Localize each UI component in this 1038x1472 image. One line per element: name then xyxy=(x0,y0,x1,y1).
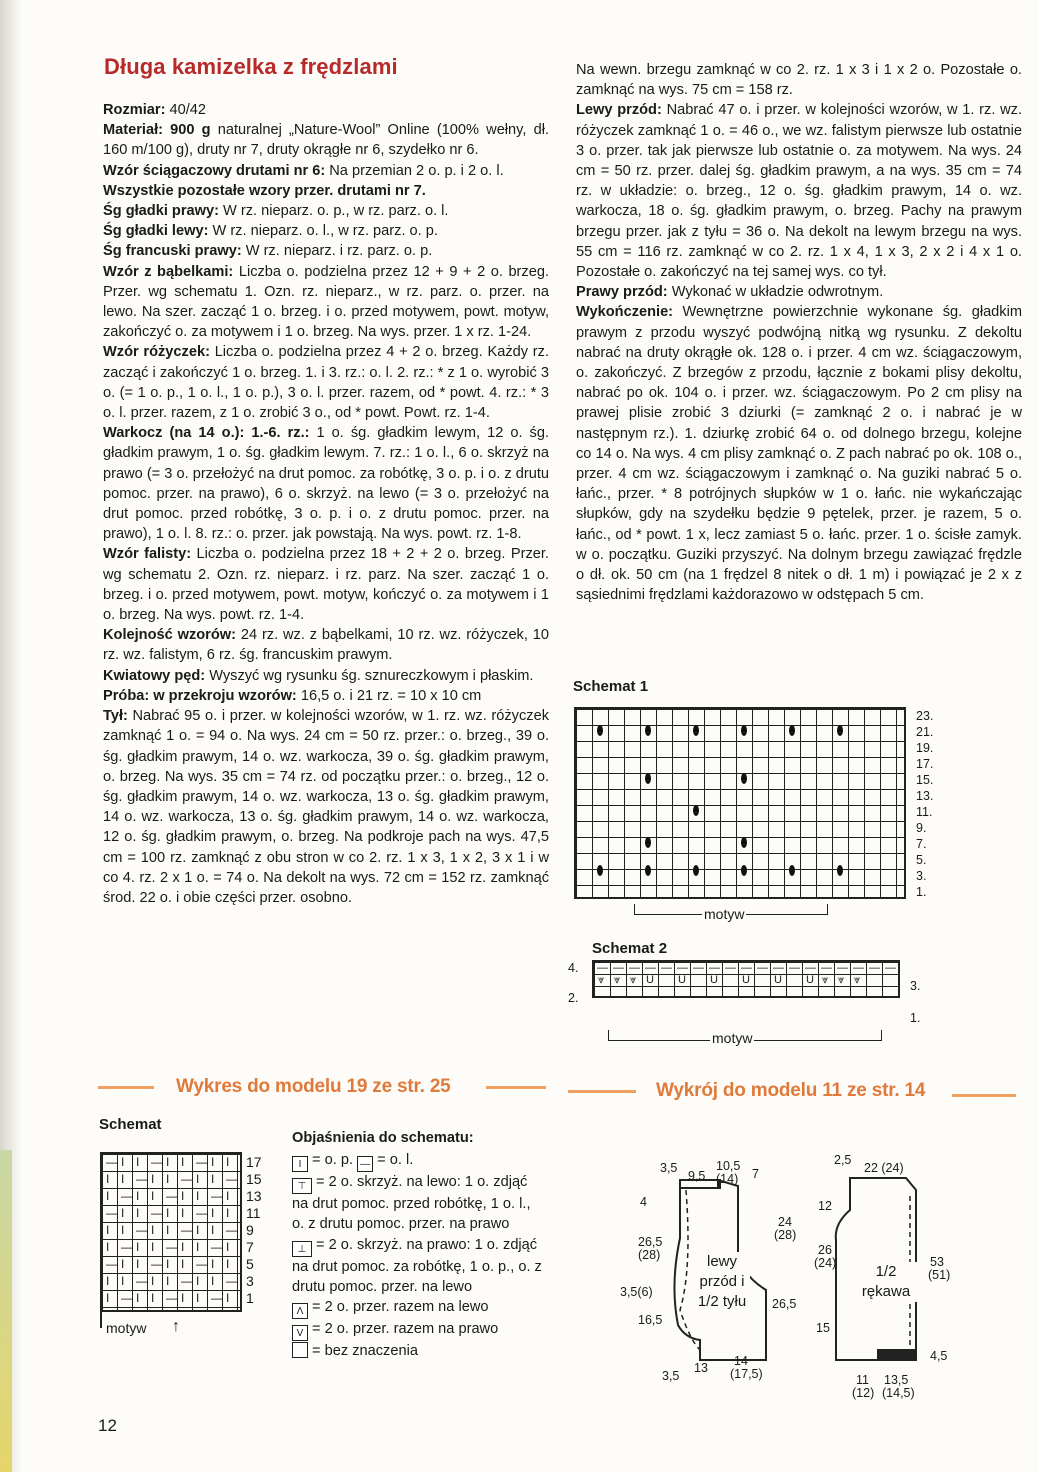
pattern-dimension: 26,5 xyxy=(638,1235,663,1249)
stitch-symbol: — xyxy=(106,1257,118,1271)
paragraph-text: Na przemian 2 o. p. i 2 o. l. xyxy=(325,162,504,179)
stitch-symbol: — xyxy=(821,962,832,974)
paragraph xyxy=(576,302,1022,605)
stitch-symbol: — xyxy=(677,962,688,974)
stitch-symbol: — xyxy=(725,962,736,974)
stitch-symbol: I xyxy=(151,1189,155,1203)
stitch-symbol: U xyxy=(710,974,718,986)
stitch-symbol: — xyxy=(136,1223,148,1237)
pattern-dimension: 15 xyxy=(816,1321,830,1335)
bobble-mark xyxy=(693,805,699,816)
stitch-symbol: I xyxy=(181,1291,185,1305)
paragraph xyxy=(103,666,549,686)
stitch-symbol: I xyxy=(121,1223,125,1237)
pattern-front-label: lewy przód i 1/2 tyłu xyxy=(694,1252,750,1312)
stitch-symbol: ⩔ xyxy=(630,974,637,986)
stitch-symbol: — xyxy=(885,962,896,974)
stitch-symbol: — xyxy=(789,962,800,974)
section-title-left: Wykres do modelu 19 ze str. 25 xyxy=(176,1076,451,1097)
paragraph-text: Liczba o. podzielna przez 18 + 2 + 2 o. brzeg. Przer. wg schematu 2. Ozn. rz. nieparz. i rz. parz. Na szer. zacząć 1 o. brzeg. i o. przed motywem, powt. motyw, kończyć o. za motywem i 1 o. brzeg. Na wys. powt. rz. 1-4. xyxy=(103,546,549,624)
stitch-symbol: I xyxy=(106,1274,110,1288)
stitch-symbol: — xyxy=(757,962,768,974)
stitch-symbol: I xyxy=(136,1240,140,1254)
legend-item: ⊤ = 2 o. skrzyż. na lewo: 1 o. zdjąć na drut pomoc. przed robótkę, 1 o. l., o. z drutu pomoc. przer. na prawo xyxy=(292,1174,531,1233)
stitch-symbol: I xyxy=(211,1223,215,1237)
stitch-symbol: I xyxy=(121,1155,125,1169)
stitch-symbol: I xyxy=(151,1240,155,1254)
stitch-symbol: I xyxy=(211,1155,215,1169)
schemat3-row-number: 1 xyxy=(246,1290,254,1306)
schemat3-row-number: 7 xyxy=(246,1239,254,1255)
stitch-symbol: — xyxy=(629,962,640,974)
stitch-symbol: — xyxy=(181,1172,193,1186)
stitch-symbol: I xyxy=(136,1206,140,1220)
stitch-symbol: — xyxy=(645,962,656,974)
paragraph-label: Kolejność wzorów: xyxy=(103,627,236,644)
stitch-symbol: — xyxy=(196,1206,208,1220)
stitch-symbol: — xyxy=(226,1223,238,1237)
stitch-symbol: I xyxy=(181,1257,185,1271)
stitch-symbol: I xyxy=(196,1274,200,1288)
pattern-dimension: 12 xyxy=(818,1199,832,1213)
pattern-dimension: (12) xyxy=(852,1386,875,1400)
stitch-symbol: I xyxy=(106,1291,110,1305)
stitch-symbol: I xyxy=(121,1172,125,1186)
schemat1-row-number: 19. xyxy=(916,741,934,755)
stitch-symbol: — xyxy=(869,962,880,974)
paragraph-label: Śg gładki lewy: xyxy=(103,223,209,240)
stitch-symbol: I xyxy=(121,1206,125,1220)
paragraph xyxy=(103,706,549,908)
pattern-dimension: 22 (24) xyxy=(864,1161,904,1175)
pattern-dimension: (17,5) xyxy=(730,1367,763,1381)
schemat3-row-number: 11 xyxy=(246,1205,261,1221)
pattern-dimension: (28) xyxy=(638,1248,661,1262)
stitch-symbol: — xyxy=(166,1240,178,1254)
schemat2-grid xyxy=(592,960,900,998)
schemat1-title: Schemat 1 xyxy=(573,678,649,695)
paragraph xyxy=(103,201,549,221)
stitch-symbol: I xyxy=(166,1223,170,1237)
pattern-dimension: 26,5 xyxy=(772,1297,797,1311)
bobble-mark xyxy=(645,865,651,876)
schemat3-row-number: 9 xyxy=(246,1222,254,1238)
stitch-symbol: I xyxy=(166,1206,170,1220)
stitch-symbol: U xyxy=(806,974,814,986)
stitch-symbol: U xyxy=(742,974,750,986)
schemat2-title: Schemat 2 xyxy=(592,940,668,957)
paragraph-text: Wyszyć wg rysunku śg. sznureczkowym i płaskim. xyxy=(205,667,534,684)
stitch-symbol: I xyxy=(181,1189,185,1203)
stitch-symbol: — xyxy=(151,1155,163,1169)
stitch-symbol: I xyxy=(151,1291,155,1305)
stitch-symbol: I xyxy=(121,1274,125,1288)
cross-right-icon: ⊥ xyxy=(292,1241,312,1257)
knit-stitch-icon: I xyxy=(292,1156,308,1172)
pattern-dimension: 16,5 xyxy=(638,1313,663,1327)
paragraph-label: Wykończenie: xyxy=(576,304,674,321)
schemat3-title: Schemat xyxy=(99,1116,162,1133)
k2tog-right-icon: V xyxy=(292,1325,308,1341)
paragraph-label: Materiał: 900 g xyxy=(103,122,211,139)
section-title-right: Wykrój do modelu 11 ze str. 14 xyxy=(656,1080,926,1101)
paragraph-text: Wykonać w układzie odwrotnym. xyxy=(667,284,884,301)
schemat1-row-number: 7. xyxy=(916,837,927,851)
pattern-dimension: (51) xyxy=(928,1268,951,1282)
stitch-symbol: — xyxy=(196,1155,208,1169)
schemat2-row-4: 4. xyxy=(568,961,579,975)
page-number: 12 xyxy=(98,1416,117,1435)
paragraph xyxy=(103,342,549,423)
paragraph-text: Liczba o. podzielna przez 4 + 2 o. brzeg. Każdy rz. zacząć i zakończyć 1 o. brzeg. 1. i 3. rz.: o. l. 2. rz.: * z 1 o. wyrobić 3 o. (= 1 o. p., 1 o. l., 1 o. p.), 3 o. l. przer. razem, od * powt. 4. rz.: * 3 o. l. przer. razem, z 1 o. zrobić 3 o., od * powt. Powt. rz. 1-4. xyxy=(103,344,549,422)
stitch-symbol: I xyxy=(136,1155,140,1169)
stitch-symbol: I xyxy=(181,1155,185,1169)
stitch-symbol: — xyxy=(181,1223,193,1237)
stitch-symbol: I xyxy=(166,1257,170,1271)
schemat2-row-3: 3. xyxy=(910,979,921,993)
stitch-symbol: — xyxy=(166,1291,178,1305)
paragraph-label: Wzór z bąbelkami: xyxy=(103,263,234,280)
paragraph-text: 24 rz. wz. z bąbelkami, 10 rz. wz. różyczek, 10 rz. wz. falistym, 6 rz. śg. francuskim prawym. xyxy=(103,627,550,664)
legend-item: = bez znaczenia xyxy=(292,1341,542,1361)
paragraph-text: 40/42 xyxy=(165,102,207,118)
paragraph-label: Tył: xyxy=(103,708,128,725)
stitch-symbol: I xyxy=(106,1172,110,1186)
bobble-mark xyxy=(693,725,699,736)
bobble-mark xyxy=(741,837,747,848)
schemat1-row-number: 3. xyxy=(916,869,927,883)
stitch-symbol: I xyxy=(106,1240,110,1254)
schemat1-row-number: 17. xyxy=(916,757,934,771)
pattern-dimension: 9,5 xyxy=(688,1169,706,1183)
bobble-mark xyxy=(597,725,603,736)
pattern-dimension: 10,5 xyxy=(716,1159,741,1173)
stitch-symbol: U xyxy=(646,974,654,986)
paragraph-text: Nabrać 47 o. i przer. w kolejności wzorów, w 1. rz. wz. różyczek zamknąć 1 o. = 46 o., we wz. falistym pierwsze lub ostatnie 3 o. przer. tak jak pierwsze lub ostatnie o. za motywem. Na wys. 24 cm = 50 rz. przer. dalej śg. gładkim prawym, a na wys. 35 cm = 74 rz. w układzie: o. brzeg., 12 o. śg. gładkim prawym, 14 o. wz. warkocza, 18 o. śg. gładkim prawym, o. brzeg. Pachy na prawym brzegu przer. jak z tyłu = 36 o. Na dekolt na lewym brzegu na wys. 55 cm = 116 rz. zamknąć w co 2. rz. 1 x 4, 1 x 3, 2 x 2 i 4 x 1 o. Pozostałe o. zakończyć na tej samej wys. co tył. xyxy=(576,102,1023,281)
paragraph-label: Wszystkie pozostałe wzory przer. drutami nr 7. xyxy=(103,182,426,199)
purl-stitch-icon: — xyxy=(357,1156,373,1172)
stitch-symbol: I xyxy=(181,1240,185,1254)
pattern-dimension: 11 xyxy=(856,1373,869,1387)
schemat3-row-number: 17 xyxy=(246,1154,262,1170)
stitch-symbol: — xyxy=(136,1172,148,1186)
stitch-symbol: I xyxy=(106,1189,110,1203)
stitch-symbol: I xyxy=(226,1257,230,1271)
paragraph-label: Prawy przód: xyxy=(576,284,668,301)
stitch-symbol: I xyxy=(151,1172,155,1186)
stitch-symbol: I xyxy=(166,1172,170,1186)
paragraph-text: Wewnętrzne powierzchnie wykonane śg. gładkim prawym z przodu wyszyć podwójną nitką wg rysunku. Z dekoltu nabrać na druty okrągłe ok. 128 o. i przer. 4 cm wz. ściągaczowym, o. zakończyć. Z brzegów z przodu, łącznie z bokami plisy dekoltu, nabrać po ok. 104 o. i przer. wz. ściągaczowym. Po 2 cm plisy na prawej plisie zrobić 3 dziurki (= zamknąć 2 o. i nabrać je w następnym rz.). 1. dziurkę zrobić 64 o. od dolnego brzegu, kolejne co 14 o. Na wys. 4 cm plisy zamknąć o. Z pach nabrać po ok. 108 o., przer. 4 cm wz. ściągaczowym i zamknąć o. Na guziki nabrać 5 o. łańc., przer. * 8 potrójnych słupków w 1 o. łańc. nie wykańczając słupków, gdy na szydełku będzie 9 pętelek, przer. je razem, 5 o. łańc., od * powt. 1 x, lecz zamiast 5 o. łańc. przer. 1 o. ścisłe zamyk. w o. początku. Guziki przyszyć. Na dolnym brzegu zawiązać frędzle o dł. ok. 50 cm (na 1 frędzel 8 nitek o dł. 1 m) i powiązać je 2 x z sąsiednimi frędzlami każdorazowo w odstępach 5 cm. xyxy=(576,304,1022,604)
pattern-dimension: 7 xyxy=(752,1167,759,1181)
paragraph xyxy=(103,161,549,181)
paragraph-label: Lewy przód: xyxy=(576,102,662,119)
stitch-symbol: I xyxy=(196,1189,200,1203)
schemat3-row-number: 5 xyxy=(246,1256,254,1272)
stitch-symbol: I xyxy=(211,1206,215,1220)
paragraph xyxy=(103,423,549,544)
stitch-symbol: I xyxy=(196,1291,200,1305)
stitch-symbol: I xyxy=(226,1240,230,1254)
stitch-symbol: I xyxy=(181,1206,185,1220)
stitch-symbol: — xyxy=(211,1240,223,1254)
bobble-mark xyxy=(693,865,699,876)
paragraph-text: naturalnej „Nature-Wool” Online (100% wełny, dł. 160 m/100 g), druty nr 7, druty okrągłe nr 6, szydełko nr 6. xyxy=(103,122,549,159)
pattern-dimension: (14) xyxy=(716,1172,739,1186)
pattern-dimension: (28) xyxy=(774,1228,797,1242)
stitch-symbol: — xyxy=(106,1206,118,1220)
stitch-symbol: I xyxy=(136,1291,140,1305)
article-title: Długa kamizelka z frędzlami xyxy=(104,54,398,79)
paragraph-text: W rz. nieparz. o. p., w rz. parz. o. l. xyxy=(218,203,449,220)
paragraph-text: W rz. nieparz. o. l., w rz. parz. o. p. xyxy=(208,223,438,240)
paragraph xyxy=(576,100,1022,282)
stitch-symbol: — xyxy=(136,1274,148,1288)
stitch-symbol: — xyxy=(211,1189,223,1203)
page-edge-color xyxy=(0,1150,12,1472)
paragraph-text: Na wewn. brzegu zamknąć w co 2. rz. 1 x 3 i 1 x 2 o. Pozostałe o. zamknąć na wys. 75 cm = 158 rz. xyxy=(576,62,1022,99)
stitch-symbol: I xyxy=(166,1274,170,1288)
schemat2-motyw-label: motyw xyxy=(712,1030,753,1046)
pattern-dimension: 4 xyxy=(640,1195,647,1209)
stitch-symbol: — xyxy=(837,962,848,974)
stitch-symbol: I xyxy=(226,1291,230,1305)
legend-item: ⊥ = 2 o. skrzyż. na prawo: 1 o. zdjąć na drut pomoc. za robótkę, 1 o. p., o. z drutu pomoc. przer. na lewo xyxy=(292,1236,542,1295)
paragraph xyxy=(103,221,549,241)
paragraph xyxy=(576,60,1022,100)
legend-item: V = 2 o. przer. razem na prawo xyxy=(292,1319,542,1341)
stitch-symbol: U xyxy=(774,974,782,986)
stitch-symbol: — xyxy=(121,1240,133,1254)
pattern-dimension: 2,5 xyxy=(834,1153,852,1167)
pattern-dimension: 3,5(6) xyxy=(620,1285,653,1299)
schemat1-row-number: 13. xyxy=(916,789,934,803)
paragraph xyxy=(576,282,1022,302)
paragraph-text: W rz. nieparz. i rz. parz. o. p. xyxy=(241,243,433,260)
schemat2-row-1: 1. xyxy=(910,1011,921,1025)
legend-item: Λ = 2 o. przer. razem na lewo xyxy=(292,1297,542,1319)
bobble-mark xyxy=(837,865,843,876)
schemat3-grid xyxy=(100,1152,242,1312)
pattern-dimension: (14,5) xyxy=(882,1386,915,1400)
paragraph-label: Wzór ściągaczowy drutami nr 6: xyxy=(103,162,326,179)
section-rule xyxy=(98,1086,154,1089)
pattern-dimension: 3,5 xyxy=(662,1369,680,1383)
bobble-mark xyxy=(645,837,651,848)
schemat1-row-number: 23. xyxy=(916,709,934,723)
stitch-symbol: ⩔ xyxy=(854,974,861,986)
paragraph xyxy=(103,120,549,160)
schema-legend xyxy=(292,1128,542,1361)
pattern-dimension: 4,5 xyxy=(930,1349,948,1363)
bobble-mark xyxy=(741,725,747,736)
paragraph xyxy=(103,181,549,201)
paragraph-label: Próba: w przekroju wzorów: xyxy=(103,687,297,704)
schemat3-motyw-label: motyw xyxy=(106,1320,147,1336)
paragraph xyxy=(103,544,549,625)
stitch-symbol: — xyxy=(121,1189,133,1203)
section-rule xyxy=(486,1086,546,1089)
stitch-symbol: — xyxy=(151,1206,163,1220)
paragraph-label: Wzór falisty: xyxy=(103,546,192,563)
stitch-symbol: I xyxy=(211,1257,215,1271)
schemat1-motyw-label: motyw xyxy=(704,906,745,922)
stitch-symbol: — xyxy=(211,1291,223,1305)
stitch-symbol: — xyxy=(121,1291,133,1305)
stitch-symbol: I xyxy=(196,1240,200,1254)
stitch-symbol: — xyxy=(196,1257,208,1271)
bobble-mark xyxy=(789,725,795,736)
stitch-symbol: I xyxy=(226,1189,230,1203)
schemat1-grid xyxy=(574,707,906,899)
right-column-text xyxy=(576,60,1022,605)
stitch-symbol: — xyxy=(805,962,816,974)
stitch-symbol: ⩔ xyxy=(838,974,845,986)
bobble-mark xyxy=(645,725,651,736)
schemat1-row-number: 15. xyxy=(916,773,934,787)
schemat1-row-number: 21. xyxy=(916,725,934,739)
stitch-symbol: — xyxy=(151,1257,163,1271)
section-rule xyxy=(952,1094,1016,1097)
schemat1-row-number: 9. xyxy=(916,821,927,835)
bobble-mark xyxy=(837,725,843,736)
stitch-symbol: I xyxy=(196,1172,200,1186)
stitch-symbol: — xyxy=(741,962,752,974)
pattern-dimension: (24) xyxy=(814,1256,837,1270)
schemat1-row-number: 5. xyxy=(916,853,927,867)
arrow-up-icon: ↑ xyxy=(172,1318,180,1335)
pattern-dimension: 3,5 xyxy=(660,1161,678,1175)
stitch-symbol: — xyxy=(166,1189,178,1203)
schemat3-row-number: 13 xyxy=(246,1188,262,1204)
pattern-dimension: 13 xyxy=(694,1361,708,1375)
stitch-symbol: ⩔ xyxy=(598,974,605,986)
pattern-sleeve-label: 1/2 rękawa xyxy=(850,1262,922,1302)
stitch-symbol: I xyxy=(106,1223,110,1237)
stitch-symbol: ⩔ xyxy=(614,974,621,986)
stitch-symbol: — xyxy=(709,962,720,974)
stitch-symbol: U xyxy=(678,974,686,986)
schemat2-row-2: 2. xyxy=(568,991,579,1005)
left-column-text xyxy=(103,100,549,908)
paragraph-label: Rozmiar: xyxy=(103,102,166,118)
legend-title: Objaśnienia do schematu: xyxy=(292,1130,474,1146)
paragraph-label: Kwiatowy pęd: xyxy=(103,667,206,684)
pattern-dimension: 53 xyxy=(930,1255,944,1269)
empty-box-icon xyxy=(292,1342,308,1358)
cross-left-icon: ⊤ xyxy=(292,1178,312,1194)
stitch-symbol: — xyxy=(853,962,864,974)
stitch-symbol: I xyxy=(121,1257,125,1271)
bobble-mark xyxy=(645,773,651,784)
legend-item: I = o. p. — = o. l. xyxy=(292,1150,542,1172)
paragraph-text: Liczba o. podzielna przez 12 + 9 + 2 o. brzeg. Przer. wg schematu 1. Ozn. rz. nieparz., w rz. parz. o. przer. na lewo. Na szer. zacząć 1 o. brzeg. i o. przed motywem, powt. motyw, zakończyć o. za motywem i 1 o. brzeg. Na wys. przer. 1 x rz. 1-24. xyxy=(103,263,550,341)
stitch-symbol: — xyxy=(597,962,608,974)
paragraph-text: Nabrać 95 o. i przer. w kolejności wzorów, w 1. rz. wz. różyczek zamknąć 1 o. = 94 o. Na wys. 24 cm = 50 rz. przer.: o. brzeg., 39 o. śg. gładkim prawym, 14 o. wz. warkocza, 39 o. śg. gładkim prawym, o. brzeg. Na wys. 35 cm = 74 rz. od początku przer.: o. brzeg., 12 o. śg. gładkim prawym, 14 o. wz. warkocza, 13 o. śg. gładkim prawym, 14 o. wz. warkocza, 13 o. śg. gładkim prawym, 14 o. wz. warkocza, 12 o. śg. gładkim prawym, o. brzeg. Na podkroje pach na wys. 47,5 cm = 100 rz. zamknąć z obu stron w co 2. rz. 1 x 3, 1 x 2, 3 x 1 i w co 4. rz. 2 x 1 o. = 74 o. Na dekolt na wys. 72 cm = 152 rz. zamknąć środ. 22 o. i obie części przer. osobno. xyxy=(103,708,549,906)
pattern-dimension: 14 xyxy=(734,1354,748,1368)
stitch-symbol: I xyxy=(151,1274,155,1288)
stitch-symbol: — xyxy=(226,1172,238,1186)
paragraph xyxy=(103,100,549,120)
stitch-symbol: I xyxy=(211,1274,215,1288)
pattern-dimension: 13,5 xyxy=(884,1373,909,1387)
schemat3-motyw-tick xyxy=(100,1312,102,1328)
schemat1-row-number: 11. xyxy=(916,805,933,819)
stitch-symbol: I xyxy=(226,1155,230,1169)
stitch-symbol: — xyxy=(661,962,672,974)
stitch-symbol: — xyxy=(773,962,784,974)
paragraph-text: 1 o. śg. gładkim lewym, 12 o. śg. gładkim prawym, 1 o. śg. gładkim lewym. 7. rz.: 1 o. l., 6 o. skrzyż na prawo (= 3 o. przełożyć na drut pomoc. za robótkę, 3 o. p. i o. z drutu pomoc. przer. na prawo), 6 o. skrzyż. na lewo (= 3 o. przełożyć na drut pomoc. przed robótkę, 3 o. p. i o. z drutu pomoc. przer. na prawo), 1 o. l. 8. rz.: o. przer. jak powstają. Na wys. powt. rz. 1-8. xyxy=(103,425,549,543)
stitch-symbol: I xyxy=(196,1223,200,1237)
paragraph xyxy=(103,241,549,261)
paragraph-label: Śg francuski prawy: xyxy=(103,243,242,260)
stitch-symbol: — xyxy=(613,962,624,974)
pattern-dimension: 24 xyxy=(778,1215,792,1229)
k2tog-left-icon: Λ xyxy=(292,1303,308,1319)
paragraph xyxy=(103,686,549,706)
section-rule xyxy=(568,1090,636,1093)
paragraph-label: Śg gładki prawy: xyxy=(103,203,219,220)
bobble-mark xyxy=(789,865,795,876)
stitch-symbol: I xyxy=(136,1257,140,1271)
stitch-symbol: I xyxy=(136,1189,140,1203)
schemat3-row-number: 15 xyxy=(246,1171,262,1187)
paragraph-label: Warkocz (na 14 o.): 1.-6. rz.: xyxy=(103,425,310,442)
bobble-mark xyxy=(741,773,747,784)
stitch-symbol: I xyxy=(151,1223,155,1237)
pattern-dimension: 26 xyxy=(818,1243,832,1257)
stitch-symbol: I xyxy=(166,1155,170,1169)
stitch-symbol: I xyxy=(211,1172,215,1186)
stitch-symbol: — xyxy=(693,962,704,974)
stitch-symbol: — xyxy=(106,1155,118,1169)
bobble-mark xyxy=(597,865,603,876)
stitch-symbol: I xyxy=(226,1206,230,1220)
paragraph xyxy=(103,262,549,343)
stitch-symbol: — xyxy=(181,1274,193,1288)
stitch-symbol: ⩔ xyxy=(822,974,829,986)
schemat1-row-number: 1. xyxy=(916,885,927,899)
bobble-mark xyxy=(741,865,747,876)
stitch-symbol: — xyxy=(226,1274,238,1288)
paragraph xyxy=(103,625,549,665)
paragraph-text: 16,5 o. i 21 rz. = 10 x 10 cm xyxy=(296,687,482,704)
schemat3-row-number: 3 xyxy=(246,1273,254,1289)
paragraph-label: Wzór różyczek: xyxy=(103,344,210,361)
